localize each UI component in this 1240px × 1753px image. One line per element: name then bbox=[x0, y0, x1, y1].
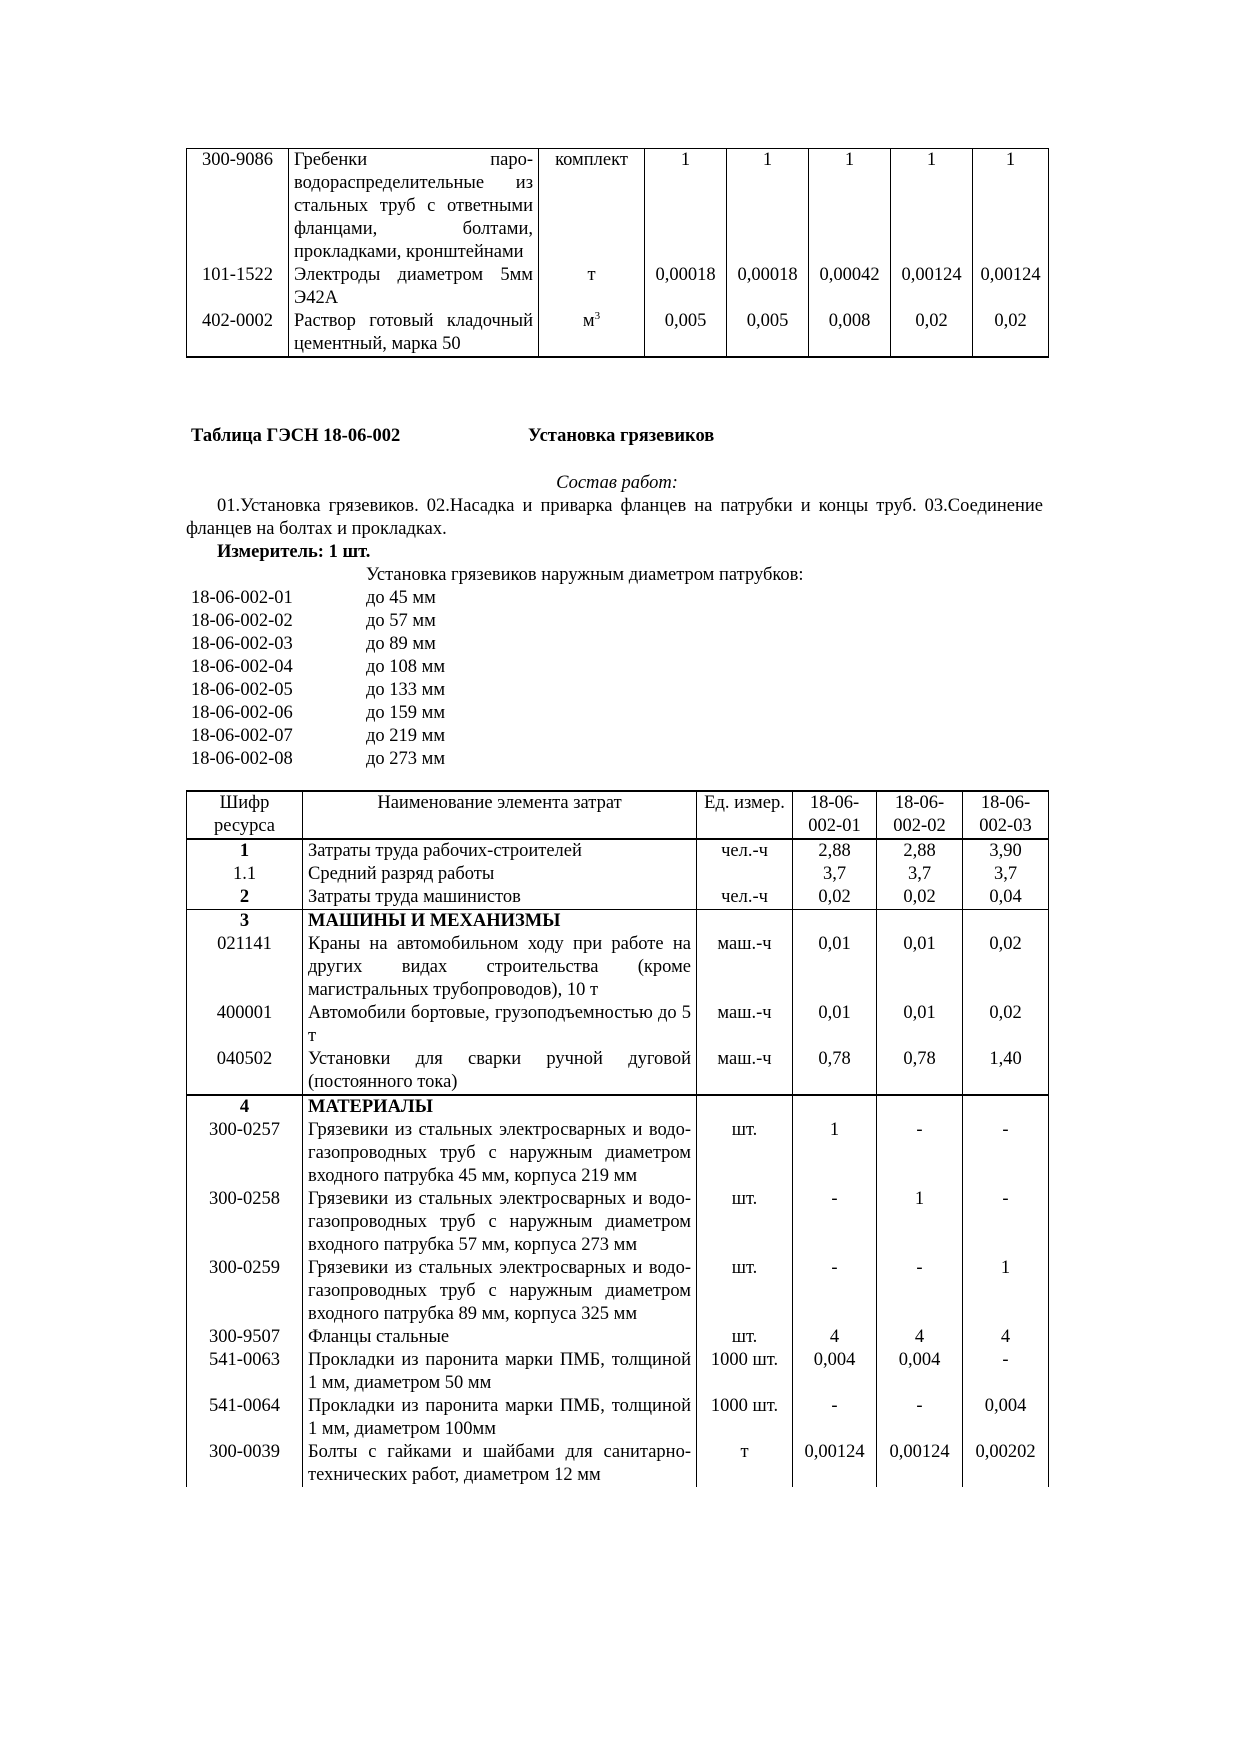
unit: шт. bbox=[697, 1326, 793, 1349]
resource-name: Средний разряд работы bbox=[303, 863, 697, 886]
table-row bbox=[187, 149, 1049, 265]
resource-name: МАТЕРИАЛЫ bbox=[303, 1095, 697, 1119]
works-text: 01.Установка грязевиков. 02.Насадка и приварка фланцев на патрубки и концы труб. 03.Соединение фланцев на болтах и прокладках. bbox=[186, 496, 1043, 539]
value-col-3: 3,7 bbox=[963, 863, 1049, 886]
code-id: 18-06-002-03 bbox=[191, 634, 293, 654]
table-row bbox=[187, 1326, 1049, 1349]
value-col-4: 0,02 bbox=[891, 310, 973, 357]
value-col-3 bbox=[963, 910, 1049, 934]
resource-name: Гребенки паро-водораспределительные из стальных труб с ответными фланцами, болтами, прокладками, кронштейнами bbox=[289, 149, 539, 265]
table-row bbox=[187, 310, 1049, 357]
value-col-2: 0,00018 bbox=[727, 264, 809, 310]
value-col-1 bbox=[793, 1095, 877, 1119]
table-row bbox=[187, 1048, 1049, 1095]
value-col-2: 0,004 bbox=[877, 1349, 963, 1395]
resource-code: 400001 bbox=[187, 1002, 303, 1048]
header-unit: Ед. измер. bbox=[697, 791, 793, 839]
value-col-2: 2,88 bbox=[877, 839, 963, 863]
value-col-3: - bbox=[963, 1188, 1049, 1257]
code-id: 18-06-002-08 bbox=[191, 749, 293, 769]
value-col-3: 0,02 bbox=[963, 1002, 1049, 1048]
code-list-item bbox=[191, 656, 691, 679]
value-col-2: 0,78 bbox=[877, 1048, 963, 1095]
resource-name: Прокладки из паронита марки ПМБ, толщиной 1 мм, диаметром 100мм bbox=[303, 1395, 697, 1441]
value-col-3: 0,004 bbox=[963, 1395, 1049, 1441]
works-heading: Состав работ: bbox=[556, 473, 678, 493]
value-col-3: 0,04 bbox=[963, 886, 1049, 910]
measure-unit: Измеритель: 1 шт. bbox=[217, 542, 371, 562]
codes-heading: Установка грязевиков наружным диаметром патрубков: bbox=[366, 565, 804, 585]
unit bbox=[697, 1095, 793, 1119]
table-row bbox=[187, 1441, 1049, 1487]
code-description: до 89 мм bbox=[366, 634, 436, 654]
resource-name: Фланцы стальные bbox=[303, 1326, 697, 1349]
table-row bbox=[187, 933, 1049, 1002]
code-id: 18-06-002-02 bbox=[191, 611, 293, 631]
value-col-1: - bbox=[793, 1188, 877, 1257]
resource-name: Электроды диаметром 5мм Э42А bbox=[289, 264, 539, 310]
value-col-2: 1 bbox=[877, 1188, 963, 1257]
table-row bbox=[187, 1119, 1049, 1188]
header-col-3: 18-06-002-03 bbox=[963, 791, 1049, 839]
header-col-1: 18-06-002-01 bbox=[793, 791, 877, 839]
value-col-4: 1 bbox=[891, 149, 973, 265]
resource-code: 300-9086 bbox=[187, 149, 289, 265]
top-resource-table bbox=[186, 148, 1049, 358]
table-row bbox=[187, 1188, 1049, 1257]
value-col-3: 4 bbox=[963, 1326, 1049, 1349]
unit bbox=[539, 310, 645, 357]
value-col-4: 0,00124 bbox=[891, 264, 973, 310]
unit: чел.-ч bbox=[697, 886, 793, 910]
code-list-item bbox=[191, 702, 691, 725]
value-col-3: 0,02 bbox=[963, 933, 1049, 1002]
table-row bbox=[187, 1002, 1049, 1048]
unit-text: комплект bbox=[555, 150, 628, 170]
value-col-3: 1,40 bbox=[963, 1048, 1049, 1095]
unit bbox=[697, 910, 793, 934]
value-col-1: - bbox=[793, 1257, 877, 1326]
value-col-5: 1 bbox=[973, 149, 1049, 265]
unit bbox=[697, 863, 793, 886]
resource-code: 300-0259 bbox=[187, 1257, 303, 1326]
value-col-3: 0,008 bbox=[809, 310, 891, 357]
value-col-2 bbox=[877, 910, 963, 934]
value-col-5: 0,00124 bbox=[973, 264, 1049, 310]
value-col-1: 3,7 bbox=[793, 863, 877, 886]
value-col-1: 1 bbox=[645, 149, 727, 265]
code-id: 18-06-002-07 bbox=[191, 726, 293, 746]
resource-name: Установки для сварки ручной дуговой (постоянного тока) bbox=[303, 1048, 697, 1095]
code-description: до 45 мм bbox=[366, 588, 436, 608]
value-col-3: 3,90 bbox=[963, 839, 1049, 863]
code-description: до 133 мм bbox=[366, 680, 446, 700]
value-col-3: 0,00042 bbox=[809, 264, 891, 310]
resource-name: Затраты труда рабочих-строителей bbox=[303, 839, 697, 863]
resource-code: 541-0064 bbox=[187, 1395, 303, 1441]
unit: т bbox=[697, 1441, 793, 1487]
resource-code: 101-1522 bbox=[187, 264, 289, 310]
code-id: 18-06-002-01 bbox=[191, 588, 293, 608]
resource-name: Краны на автомобильном ходу при работе на других видах строительства (кроме магистральных трубопроводов), 10 т bbox=[303, 933, 697, 1002]
code-description: до 219 мм bbox=[366, 726, 446, 746]
resource-name: Грязевики из стальных электросварных и водо-газопроводных труб с наружным диаметром входного патрубка 89 мм, корпуса 325 мм bbox=[303, 1257, 697, 1326]
table-row bbox=[187, 839, 1049, 863]
value-col-2: 0,02 bbox=[877, 886, 963, 910]
resource-code: 541-0063 bbox=[187, 1349, 303, 1395]
unit: маш.-ч bbox=[697, 933, 793, 1002]
value-col-2: 1 bbox=[727, 149, 809, 265]
value-col-2: - bbox=[877, 1395, 963, 1441]
value-col-1: 1 bbox=[793, 1119, 877, 1188]
value-col-1: 2,88 bbox=[793, 839, 877, 863]
value-col-1: - bbox=[793, 1395, 877, 1441]
value-col-1: 0,02 bbox=[793, 886, 877, 910]
resource-code: 1 bbox=[187, 839, 303, 863]
unit-superscript: 3 bbox=[594, 309, 601, 322]
resource-code: 300-0039 bbox=[187, 1441, 303, 1487]
value-col-2: 0,01 bbox=[877, 1002, 963, 1048]
group-row-machines bbox=[187, 910, 1049, 934]
resource-name: Прокладки из паронита марки ПМБ, толщиной 1 мм, диаметром 50 мм bbox=[303, 1349, 697, 1395]
resource-name: Болты с гайками и шайбами для санитарно-технических работ, диаметром 12 мм bbox=[303, 1441, 697, 1487]
resource-code: 300-9507 bbox=[187, 1326, 303, 1349]
value-col-3: - bbox=[963, 1119, 1049, 1188]
header-col-2: 18-06-002-02 bbox=[877, 791, 963, 839]
value-col-1 bbox=[793, 910, 877, 934]
value-col-2: 4 bbox=[877, 1326, 963, 1349]
table-title: Установка грязевиков bbox=[528, 426, 715, 446]
value-col-1: 0,01 bbox=[793, 933, 877, 1002]
table-row bbox=[187, 863, 1049, 886]
value-col-2: 0,00124 bbox=[877, 1441, 963, 1487]
table-row bbox=[187, 264, 1049, 310]
value-col-2: 0,01 bbox=[877, 933, 963, 1002]
code-list-item bbox=[191, 679, 691, 702]
code-list-item bbox=[191, 748, 691, 771]
code-description: до 159 мм bbox=[366, 703, 446, 723]
header-code: Шифр ресурса bbox=[187, 791, 303, 839]
resource-code: 300-0258 bbox=[187, 1188, 303, 1257]
table-row bbox=[187, 886, 1049, 910]
value-col-3: 1 bbox=[809, 149, 891, 265]
resource-code: 1.1 bbox=[187, 863, 303, 886]
unit: маш.-ч bbox=[697, 1048, 793, 1095]
resource-code: 021141 bbox=[187, 933, 303, 1002]
code-list-item bbox=[191, 587, 691, 610]
table-row bbox=[187, 1257, 1049, 1326]
value-col-2: 0,005 bbox=[727, 310, 809, 357]
unit: шт. bbox=[697, 1188, 793, 1257]
unit: шт. bbox=[697, 1257, 793, 1326]
value-col-1: 4 bbox=[793, 1326, 877, 1349]
code-list-item bbox=[191, 633, 691, 656]
code-id: 18-06-002-05 bbox=[191, 680, 293, 700]
table-label: Таблица ГЭСН 18-06-002 bbox=[191, 426, 401, 446]
value-col-2 bbox=[877, 1095, 963, 1119]
value-col-3: 0,00202 bbox=[963, 1441, 1049, 1487]
header-row bbox=[187, 791, 1049, 839]
table-row bbox=[187, 1395, 1049, 1441]
resource-code: 2 bbox=[187, 886, 303, 910]
resource-name: Грязевики из стальных электросварных и водо-газопроводных труб с наружным диаметром входного патрубка 45 мм, корпуса 219 мм bbox=[303, 1119, 697, 1188]
value-col-1: 0,005 bbox=[645, 310, 727, 357]
value-col-2: - bbox=[877, 1119, 963, 1188]
value-col-3: - bbox=[963, 1349, 1049, 1395]
value-col-1: 0,78 bbox=[793, 1048, 877, 1095]
value-col-1: 0,00124 bbox=[793, 1441, 877, 1487]
unit: чел.-ч bbox=[697, 839, 793, 863]
unit bbox=[539, 264, 645, 310]
resource-code: 402-0002 bbox=[187, 310, 289, 357]
resource-name: МАШИНЫ И МЕХАНИЗМЫ bbox=[303, 910, 697, 934]
unit-text: т bbox=[587, 265, 596, 285]
group-row-materials bbox=[187, 1095, 1049, 1119]
unit: шт. bbox=[697, 1119, 793, 1188]
resource-name: Грязевики из стальных электросварных и водо-газопроводных труб с наружным диаметром входного патрубка 57 мм, корпуса 273 мм bbox=[303, 1188, 697, 1257]
resource-code: 040502 bbox=[187, 1048, 303, 1095]
value-col-2: - bbox=[877, 1257, 963, 1326]
value-col-3 bbox=[963, 1095, 1049, 1119]
value-col-2: 3,7 bbox=[877, 863, 963, 886]
unit bbox=[539, 149, 645, 265]
header-name: Наименование элемента затрат bbox=[303, 791, 697, 839]
value-col-3: 1 bbox=[963, 1257, 1049, 1326]
main-resource-table bbox=[186, 790, 1049, 1487]
value-col-1: 0,01 bbox=[793, 1002, 877, 1048]
value-col-1: 0,00018 bbox=[645, 264, 727, 310]
resource-code: 4 bbox=[187, 1095, 303, 1119]
code-id: 18-06-002-06 bbox=[191, 703, 293, 723]
code-id: 18-06-002-04 bbox=[191, 657, 293, 677]
unit: 1000 шт. bbox=[697, 1349, 793, 1395]
value-col-1: 0,004 bbox=[793, 1349, 877, 1395]
code-description: до 57 мм bbox=[366, 611, 436, 631]
code-description: до 273 мм bbox=[366, 749, 446, 769]
value-col-5: 0,02 bbox=[973, 310, 1049, 357]
resource-name: Автомобили бортовые, грузоподъемностью до 5 т bbox=[303, 1002, 697, 1048]
code-description: до 108 мм bbox=[366, 657, 446, 677]
unit: 1000 шт. bbox=[697, 1395, 793, 1441]
resource-code: 3 bbox=[187, 910, 303, 934]
table-row bbox=[187, 1349, 1049, 1395]
resource-name: Раствор готовый кладочный цементный, марка 50 bbox=[289, 310, 539, 357]
unit-text: м bbox=[582, 311, 595, 331]
codes-list bbox=[191, 587, 691, 771]
code-list-item bbox=[191, 610, 691, 633]
resource-name: Затраты труда машинистов bbox=[303, 886, 697, 910]
code-list-item bbox=[191, 725, 691, 748]
unit: маш.-ч bbox=[697, 1002, 793, 1048]
resource-code: 300-0257 bbox=[187, 1119, 303, 1188]
